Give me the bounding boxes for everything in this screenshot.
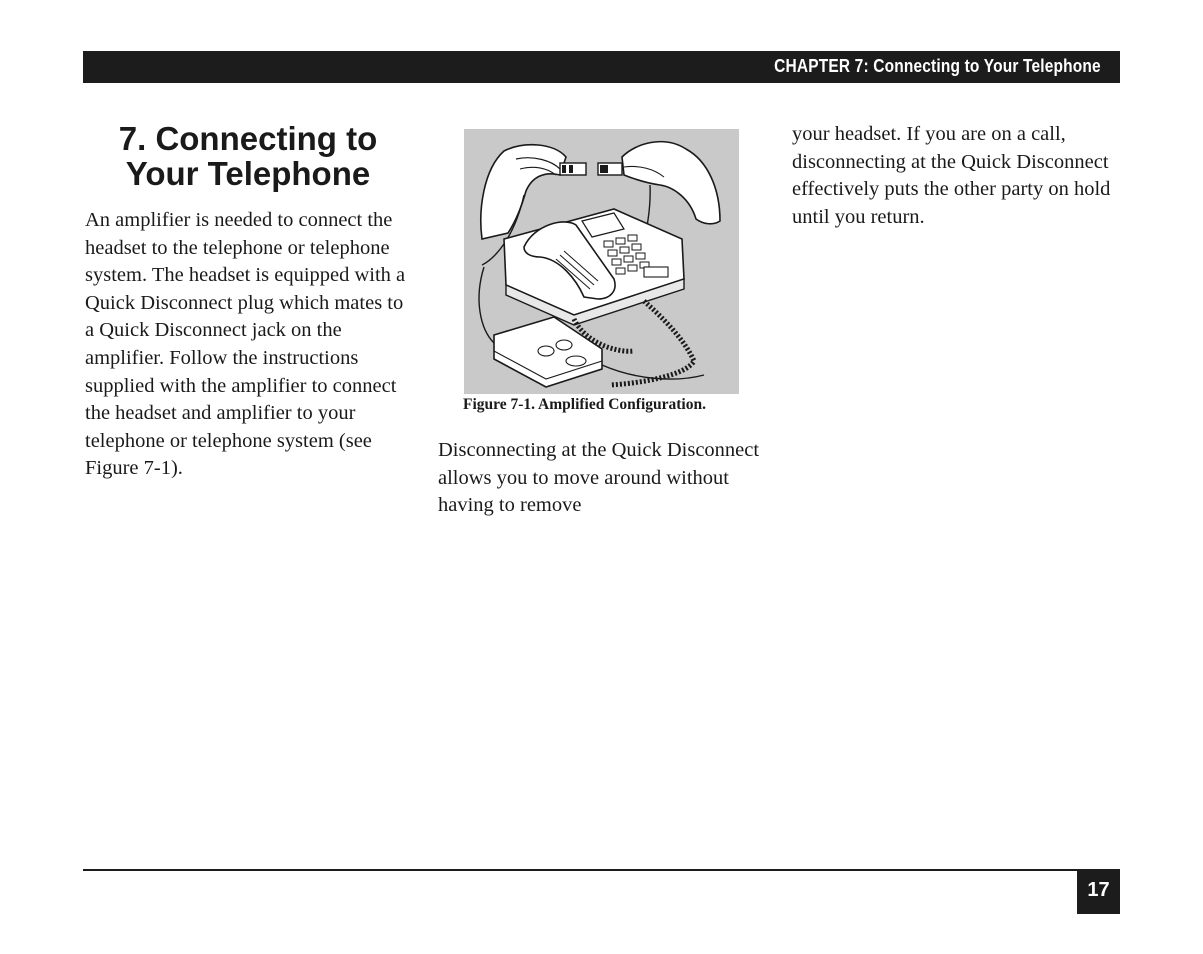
chapter-header-label: CHAPTER 7: Connecting to Your Telephone [774, 56, 1101, 76]
chapter-header-bar [83, 51, 1120, 83]
telephone-amplifier-illustration [464, 129, 739, 394]
chapter-title-line2: Your Telephone [125, 155, 371, 192]
figure-7-1-illustration [464, 129, 739, 394]
page-number-badge [1077, 871, 1120, 914]
body-paragraph-1: An amplifier is needed to connect the headset to the telephone or telephone system. The headset is equipped with a Quick Disconnect plug which mates to a Quick Disconnect jack on the amplifier. Follow the instructions supplied with the amplifier to connect the headset and amplifier to your telephone or telephone system (see Figure 7-1). [85, 209, 406, 480]
chapter-title [86, 121, 410, 191]
body-paragraph-3: your headset. If you are on a call, disconnecting at the Quick Disconnect effectively puts the other party on hold until you return. [792, 123, 1111, 228]
footer-rule [83, 869, 1120, 871]
body-paragraph-2: Disconnecting at the Quick Disconnect allows you to move around without having to remove [438, 439, 760, 517]
figure-caption: Figure 7-1. Amplified Configuration. [463, 396, 706, 413]
page-number: 17 [1087, 879, 1110, 901]
chapter-title-line1: 7. Connecting to [118, 120, 378, 157]
